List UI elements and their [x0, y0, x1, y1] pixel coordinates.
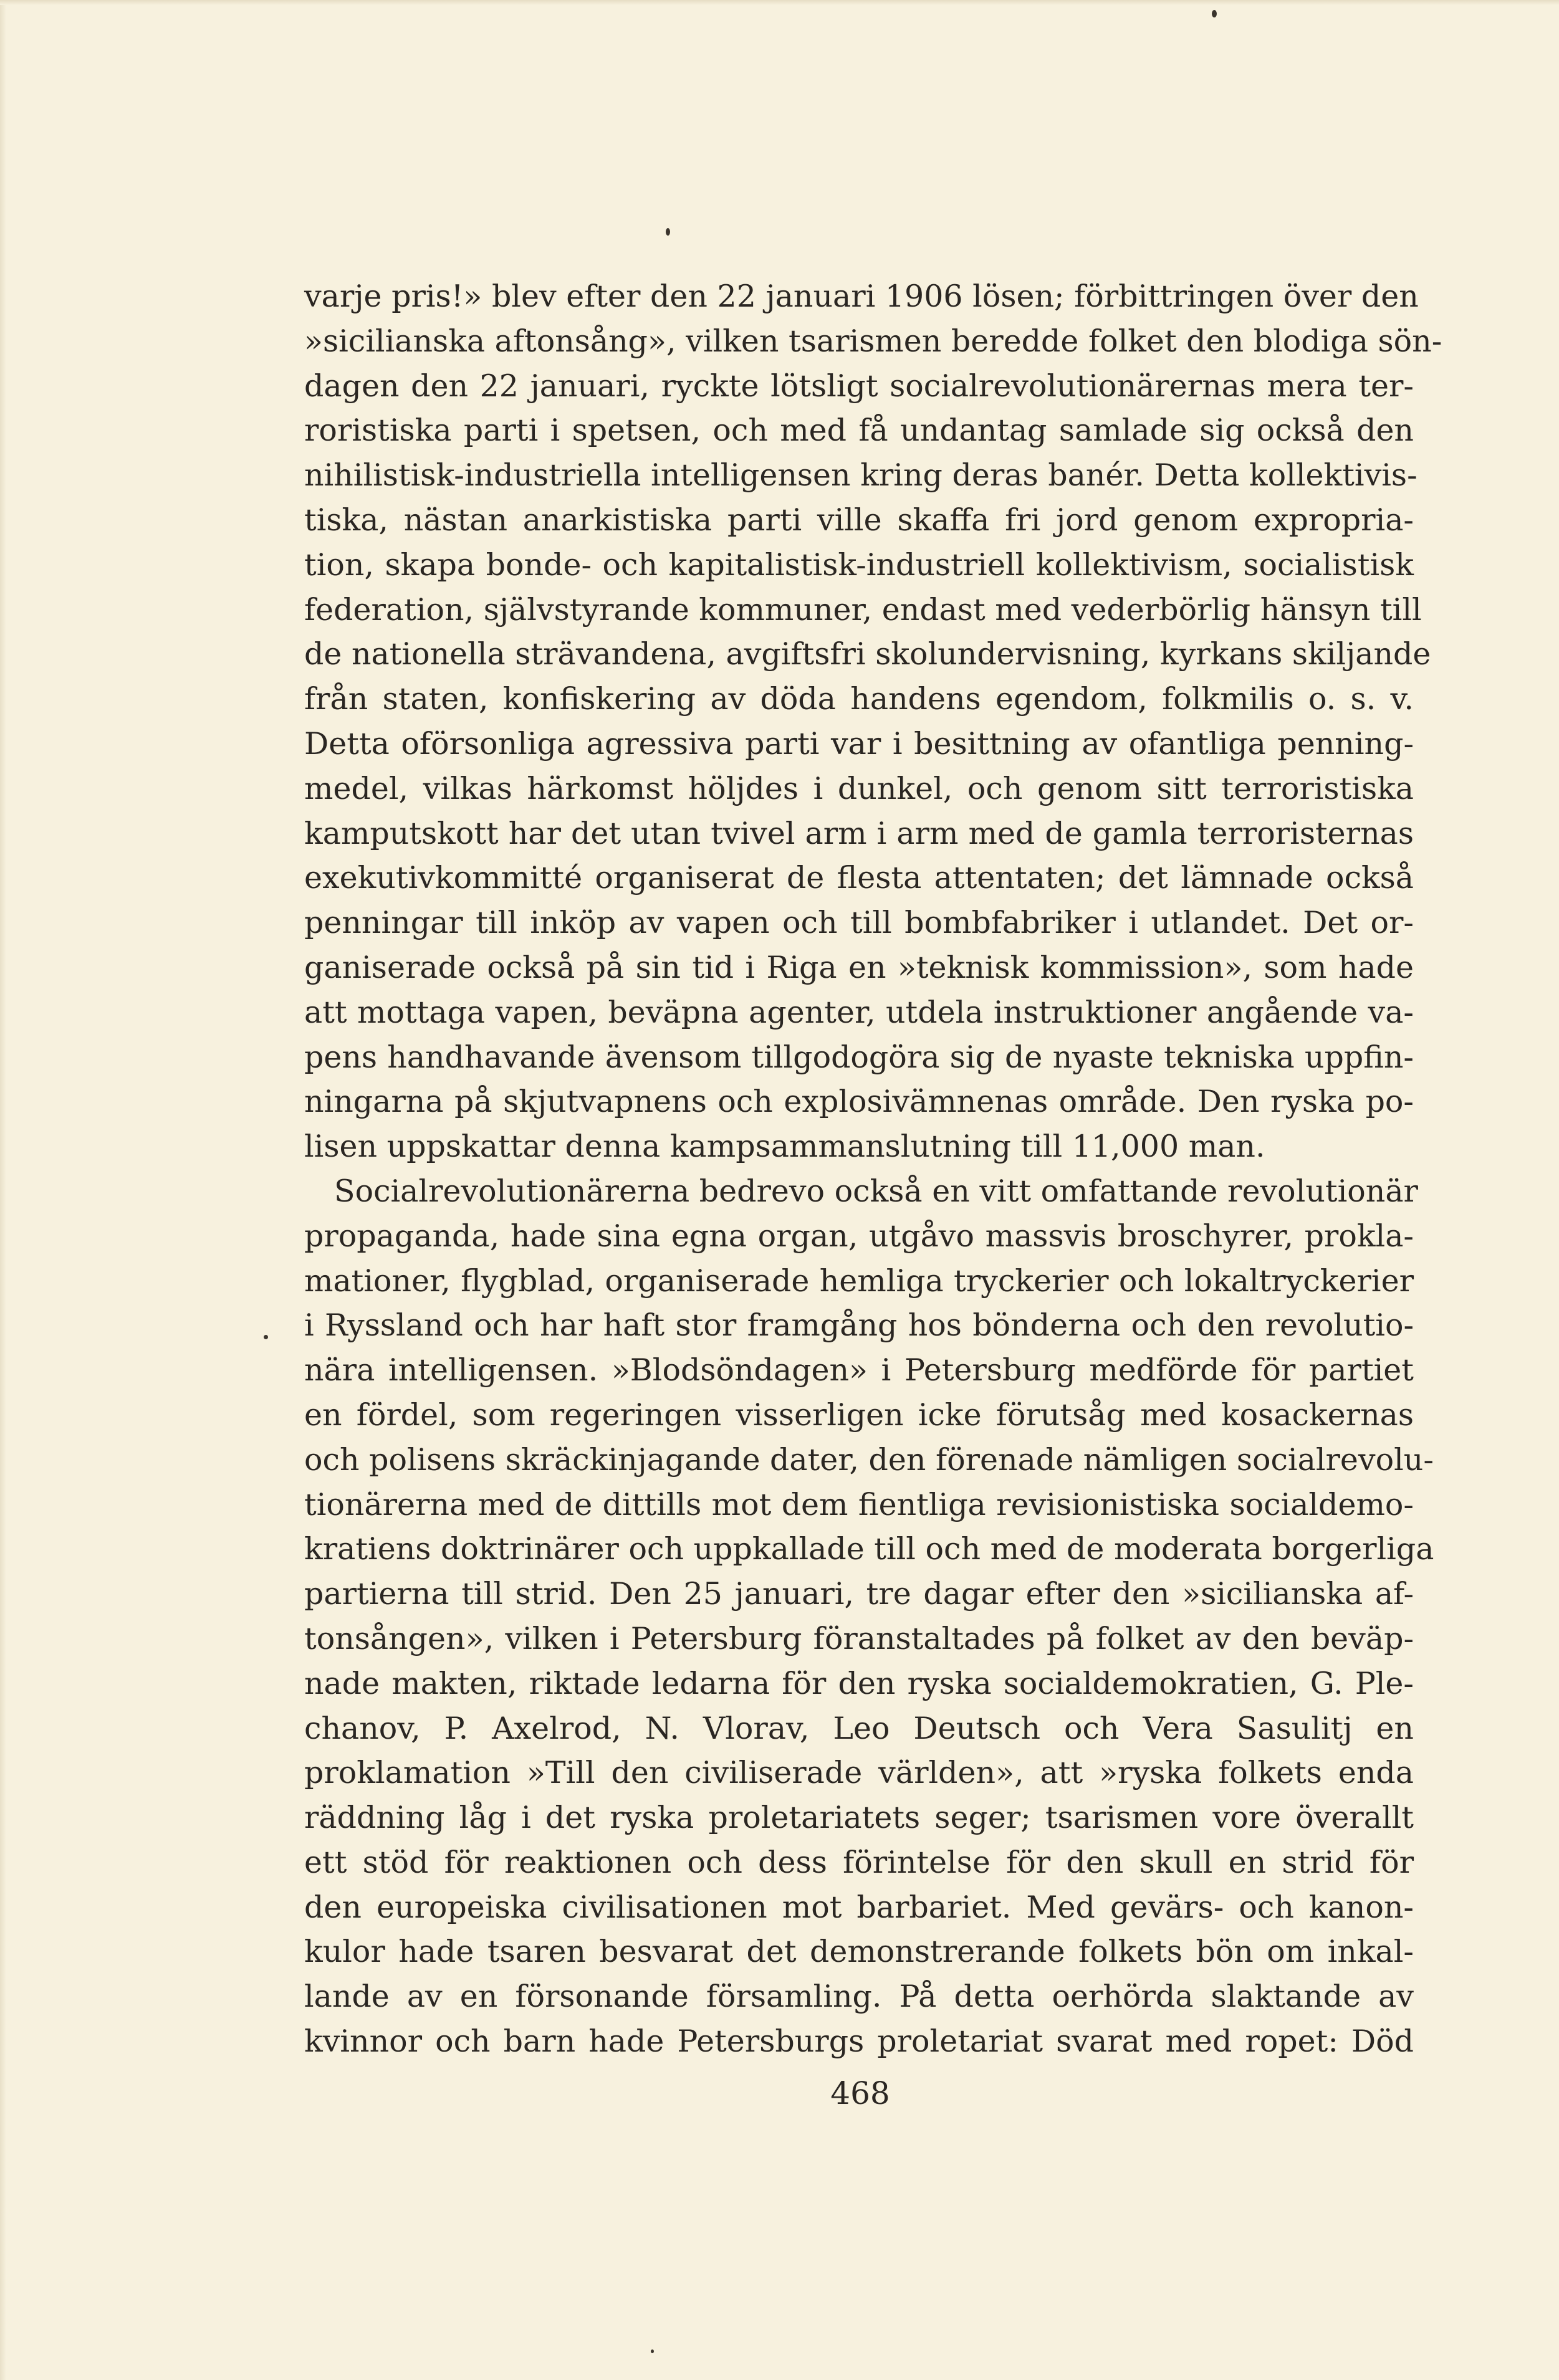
- page-edge-top: [0, 0, 1559, 5]
- text-line: den europeiska civilisationen mot barbariet. Med gevärs- och kanon-: [304, 1889, 1414, 1925]
- page-number: 468: [830, 2075, 890, 2111]
- text-line: tiska, nästan anarkistiska parti ville skaffa fri jord genom expropria-: [304, 502, 1414, 538]
- text-line: tionärerna med de dittills mot dem fientliga revisionistiska socialdemo-: [304, 1486, 1414, 1522]
- text-line: en fördel, som regeringen visserligen icke förutsåg med kosackernas: [304, 1397, 1414, 1433]
- paragraph-start-line: Socialrevolutionärerna bedrevo också en vitt omfattande revolutionär: [334, 1173, 1418, 1209]
- page-edge-left: [0, 0, 6, 2380]
- paragraph-end-line: lisen uppskattar denna kampsammanslutning till 11,000 man.: [304, 1129, 1265, 1165]
- text-line: exekutivkommitté organiserat de flesta attentaten; det lämnade också: [304, 860, 1414, 896]
- text-line: kulor hade tsaren besvarat det demonstrerande folkets bön om inkal-: [304, 1934, 1414, 1970]
- text-line: medel, vilkas härkomst höljdes i dunkel, och genom sitt terroristiska: [304, 770, 1414, 806]
- text-line: från staten, konfiskering av döda handens egendom, folkmilis o. s. v.: [304, 681, 1414, 717]
- text-line: kamputskott har det utan tvivel arm i arm med de gamla terroristernas: [304, 815, 1414, 851]
- text-line: federation, självstyrande kommuner, endast med vederbörlig hänsyn till: [304, 591, 1422, 628]
- text-line: de nationella strävandena, avgiftsfri skolundervisning, kyrkans skiljande: [304, 636, 1431, 672]
- text-line: dagen den 22 januari, ryckte lötsligt socialrevolutionärernas mera ter-: [304, 368, 1414, 404]
- scan-speck: [666, 228, 670, 236]
- text-line: mationer, flygblad, organiserade hemliga tryckerier och lokaltryckerier: [304, 1263, 1414, 1299]
- text-line: kratiens doktrinärer och uppkallade till och med de moderata borgerliga: [304, 1531, 1434, 1567]
- body-text: [304, 274, 1442, 2064]
- text-line: nihilistisk-industriella intelligensen kring deras banér. Detta kollektivis-: [304, 457, 1417, 494]
- text-line: och polisens skräckinjagande dater, den förenade nämligen socialrevolu-: [304, 1441, 1434, 1478]
- text-line: tion, skapa bonde- och kapitalistisk-industriell kollektivism, socialistisk: [304, 547, 1414, 583]
- text-line: partierna till strid. Den 25 januari, tre dagar efter den »sicilianska af-: [304, 1576, 1414, 1612]
- text-line: att mottaga vapen, beväpna agenter, utdela instruktioner angående va-: [304, 994, 1414, 1030]
- text-line: tonsången», vilken i Petersburg föranstaltades på folket av den beväp-: [304, 1620, 1414, 1656]
- text-line: chanov, P. Axelrod, N. Vlorav, Leo Deutsch och Vera Sasulitj en: [304, 1710, 1414, 1746]
- text-line: nade makten, riktade ledarna för den ryska socialdemokratien, G. Ple-: [304, 1665, 1414, 1701]
- text-line: Detta oförsonliga agressiva parti var i besittning av ofantliga penning-: [304, 725, 1414, 762]
- text-line: pens handhavande ävensom tillgodogöra sig de nyaste tekniska uppfin-: [304, 1039, 1414, 1075]
- text-line: propaganda, hade sina egna organ, utgåvo massvis broschyrer, prokla-: [304, 1218, 1414, 1254]
- text-line: ett stöd för reaktionen och dess förintelse för den skull en strid för: [304, 1844, 1414, 1880]
- text-line: nära intelligensen. »Blodsöndagen» i Petersburg medförde för partiet: [304, 1352, 1414, 1388]
- text-line: i Ryssland och har haft stor framgång hos bönderna och den revolutio-: [304, 1307, 1414, 1344]
- text-line: »sicilianska aftonsång», vilken tsarismen beredde folket den blodiga sön-: [304, 323, 1442, 359]
- text-line: penningar till inköp av vapen och till bombfabriker i utlandet. Det or-: [304, 905, 1414, 941]
- text-line: lande av en försonande församling. På detta oerhörda slaktande av: [304, 1979, 1414, 2015]
- text-line: roristiska parti i spetsen, och med få undantag samlade sig också den: [304, 413, 1414, 449]
- scan-speck: [1212, 10, 1217, 17]
- text-line: ganiserade också på sin tid i Riga en »teknisk kommission», som hade: [304, 949, 1414, 985]
- text-line: varje pris!» blev efter den 22 januari 1906 lösen; förbittringen över den: [304, 279, 1419, 314]
- text-line: räddning låg i det ryska proletariatets seger; tsarismen vore överallt: [304, 1800, 1414, 1836]
- scan-speck: [651, 2349, 654, 2353]
- text-line: kvinnor och barn hade Petersburgs proletariat svarat med ropet: Död: [304, 2024, 1414, 2060]
- text-line: ningarna på skjutvapnens och explosivämnenas område. Den ryska po-: [304, 1084, 1414, 1120]
- text-line: proklamation »Till den civiliserade världen», att »ryska folkets enda: [304, 1755, 1414, 1791]
- scan-speck: [264, 1335, 268, 1339]
